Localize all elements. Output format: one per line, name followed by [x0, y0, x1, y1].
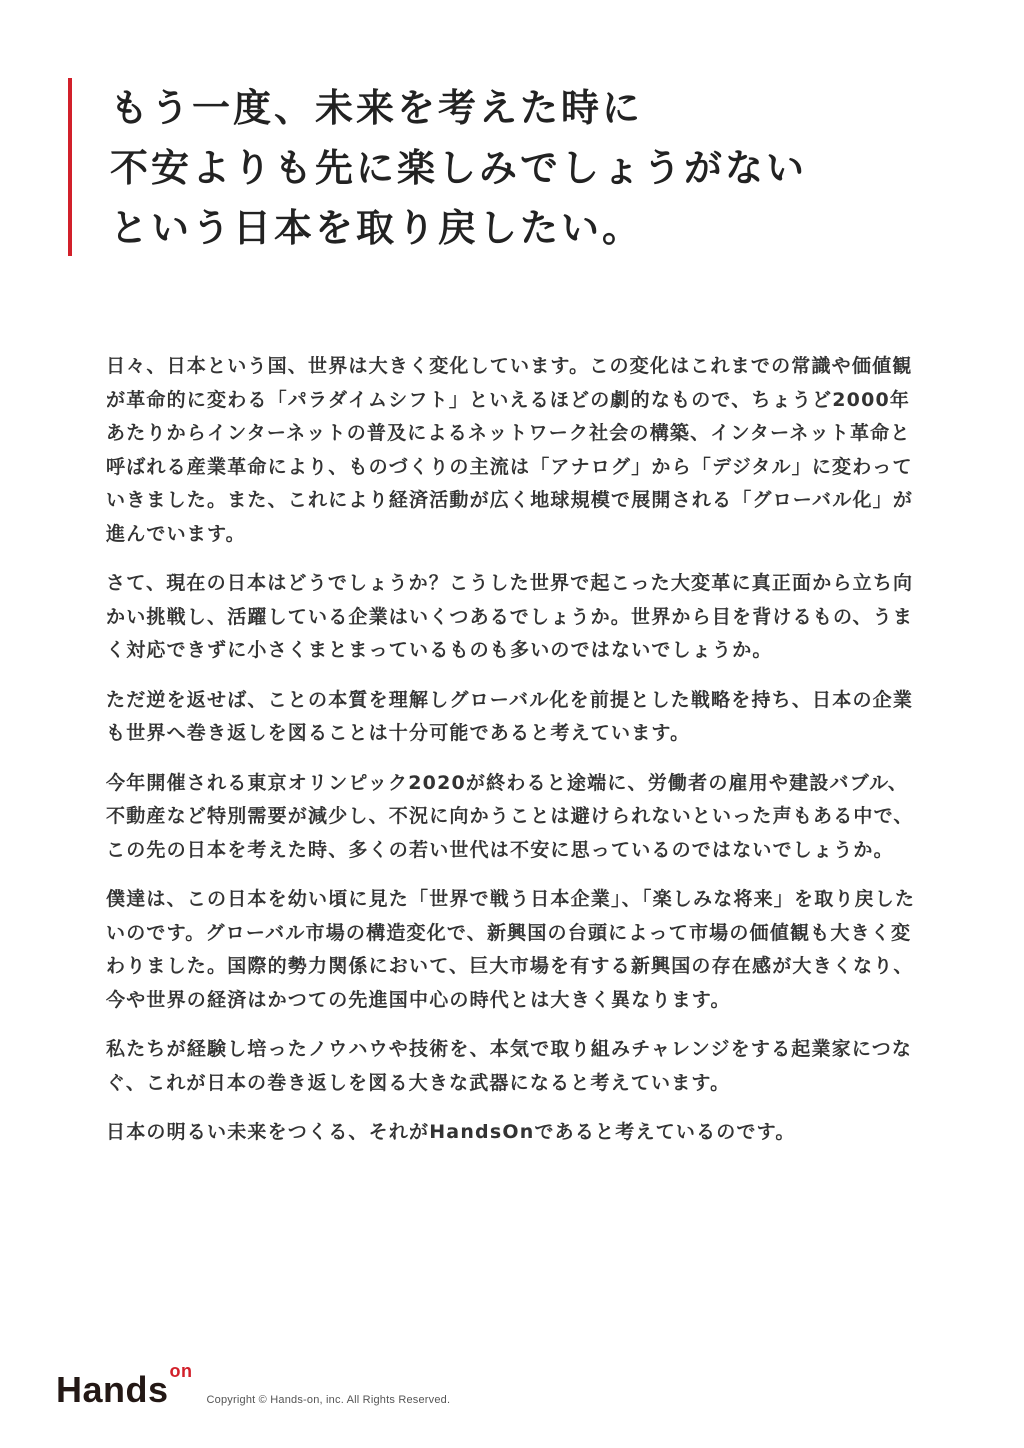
headline-line: もう一度、未来を考えた時に — [110, 86, 644, 130]
copyright-text: Copyright © Hands-on, inc. All Rights Reserved. — [206, 1394, 451, 1406]
headline-accent-bar — [68, 78, 72, 256]
body-paragraph: 僕達は、この日本を幼い頃に見た「世界で戦う日本企業」、「楽しみな将来」を取り戻したいのです。グローバル市場の構造変化で、新興国の台頭によって市場の価値観も大きく変わりました。国際的勢力関係において、巨大市場を有する新興国の存在感が大きくなり、今や世界の経済はかつての先進国中心の時代とは大きく異なります。 — [106, 888, 916, 1011]
logo-text: Hands — [56, 1369, 169, 1410]
body-paragraph: 私たちが経験し培ったノウハウや技術を、本気で取り組みチャレンジをする起業家につなぐ、これが日本の巻き返しを図る大きな武器になると考えています。 — [106, 1038, 913, 1094]
headline — [110, 78, 970, 258]
hands-on-logo — [56, 1361, 193, 1410]
logo-superscript: on — [169, 1361, 193, 1381]
body-paragraph: さて、現在の日本はどうでしょうか？こうした世界で起こった大変革に真正面から立ち向かい挑戦し、活躍している企業はいくつあるでしょうか。世界から目を背けるもの、うまく対応できずに小さくまとまっているものも多いのではないでしょうか。 — [106, 572, 914, 661]
headline-line: 不安よりも先に楽しみでしょうがない — [110, 146, 808, 190]
body-paragraph: 日々、日本という国、世界は大きく変化しています。この変化はこれまでの常識や価値観が革命的に変わる「パラダイムシフト」といえるほどの劇的なもので、ちょうど2000年あたりからインターネットの普及によるネットワーク社会の構築、インターネット革命と呼ばれる産業革命により、ものづくりの主流は「アナログ」から「デジタル」に変わっていきました。また、これにより経済活動が広く地球規模で展開される「グローバル化」が進んでいます。 — [106, 355, 914, 545]
footer — [56, 1362, 450, 1408]
headline-line: という日本を取り戻したい。 — [110, 206, 644, 250]
body-paragraph: ただ逆を返せば、ことの本質を理解しグローバル化を前提とした戦略を持ち、日本の企業も世界へ巻き返しを図ることは十分可能であると考えています。 — [106, 688, 914, 744]
body-paragraph: 日本の明るい未来をつくる、それがHandsOnであると考えているのです。 — [106, 1121, 796, 1143]
body-paragraph: 今年開催される東京オリンピック2020が終わると途端に、労働者の雇用や建設バブル、不動産など特別需要が減少し、不況に向かうことは避けられないといった声もある中で、この先の日本を考えた時、多くの若い世代は不安に思っているのではないでしょうか。 — [106, 771, 914, 861]
body-text — [106, 350, 916, 1166]
